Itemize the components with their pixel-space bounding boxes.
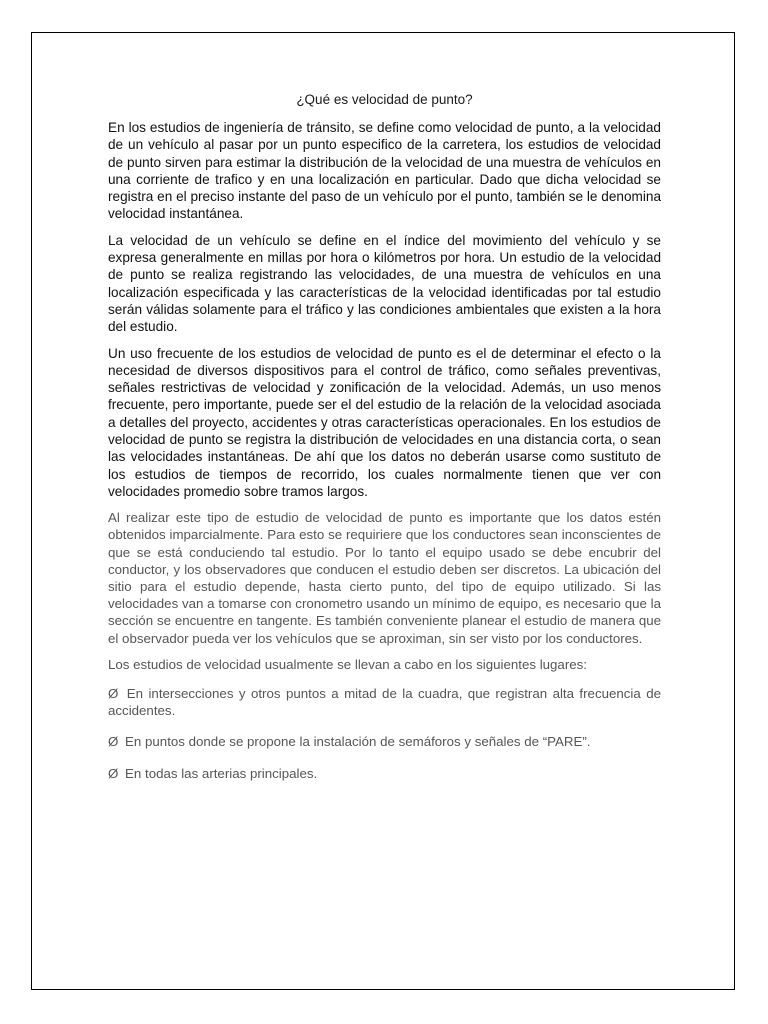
paragraph-frequent-use: Un uso frecuente de los estudios de velocidad de punto es el de determinar el efecto o la necesidad de diversos dispositivos para el control de tráfico, como señales preventivas, señales restrictivas de velocidad y zonificación de la velocidad. Además, un uso menos frecuente, pero importante, puede ser el del estudio de la relación de la velocidad asociada a detalles del proyecto, accidentes y otras características operacionales. En los estudios de velocidad de punto se registra la distribución de velocidades en una distancia corta, o sean las velocidades instantáneas. De ahí que los datos no deberán usarse como sustituto de los estudios de tiempos de recorrido, los cuales normalmente tienen que ver con velocidades promedio sobre tramos largos. — [108, 345, 661, 499]
list-item-text: En intersecciones y otros puntos a mitad de la cuadra, que registran alta frecuencia de accidentes. — [108, 686, 661, 719]
list-item — [108, 733, 661, 750]
bullet-marker-icon: Ø — [108, 765, 119, 781]
document-title: ¿Qué es velocidad de punto? — [296, 92, 473, 107]
paragraph-definition: En los estudios de ingeniería de tránsito, se define como velocidad de punto, a la velocidad de un vehículo al pasar por un punto especifico de la carretera, los estudios de velocidad de punto sirven para estimar la distribución de la velocidad de una muestra de vehículos en una corriente de trafico y en una localización en particular. Dado que dicha velocidad se registra en el preciso instante del paso de un vehículo por el punto, también se le denomina velocidad instantánea. — [108, 120, 661, 222]
list-item — [108, 765, 661, 782]
paragraph-locations-intro: Los estudios de velocidad usualmente se llevan a cabo en los siguientes lugares: — [108, 656, 587, 672]
document-page — [31, 32, 735, 990]
document-content — [108, 91, 661, 796]
bullet-marker-icon: Ø — [108, 734, 119, 750]
list-item-text: En puntos donde se propone la instalación de semáforos y señales de “PARE”. — [125, 734, 591, 750]
list-item — [108, 685, 661, 719]
bullet-marker-icon: Ø — [108, 686, 119, 702]
paragraph-vehicle-speed: La velocidad de un vehículo se define en el índice del movimiento del vehículo y se expresa generalmente en millas por hora o kilómetros por hora. Un estudio de la velocidad de punto se realiza registrando las velocidades, de una muestra de vehículos en una localización especificada y las características de la velocidad identificadas por tal estudio serán válidas solamente para el tráfico y las condiciones ambientales que existen a la hora del estudio. — [108, 232, 661, 335]
list-item-text: En todas las arterias principales. — [125, 765, 318, 781]
paragraph-impartial-data: Al realizar este tipo de estudio de velocidad de punto es importante que los datos estén obtenidos imparcialmente. Para esto se requiriere que los conductores sean inconscientes de que se está conduciendo tal estudio. Por lo tanto el equipo usado se debe encubrir del conductor, y los observadores que conducen el estudio deben ser discretos. La ubicación del sitio para el estudio depende, hasta cierto punto, del tipo de equipo utilizado. Si las velocidades van a tomarse con cronometro usando un mínimo de equipo, es necesario que la sección se encuentre en tangente. Es también conveniente planear el estudio de manera que el observador pueda ver los vehículos que se aproximan, sin ser visto por los conductores. — [108, 510, 661, 646]
